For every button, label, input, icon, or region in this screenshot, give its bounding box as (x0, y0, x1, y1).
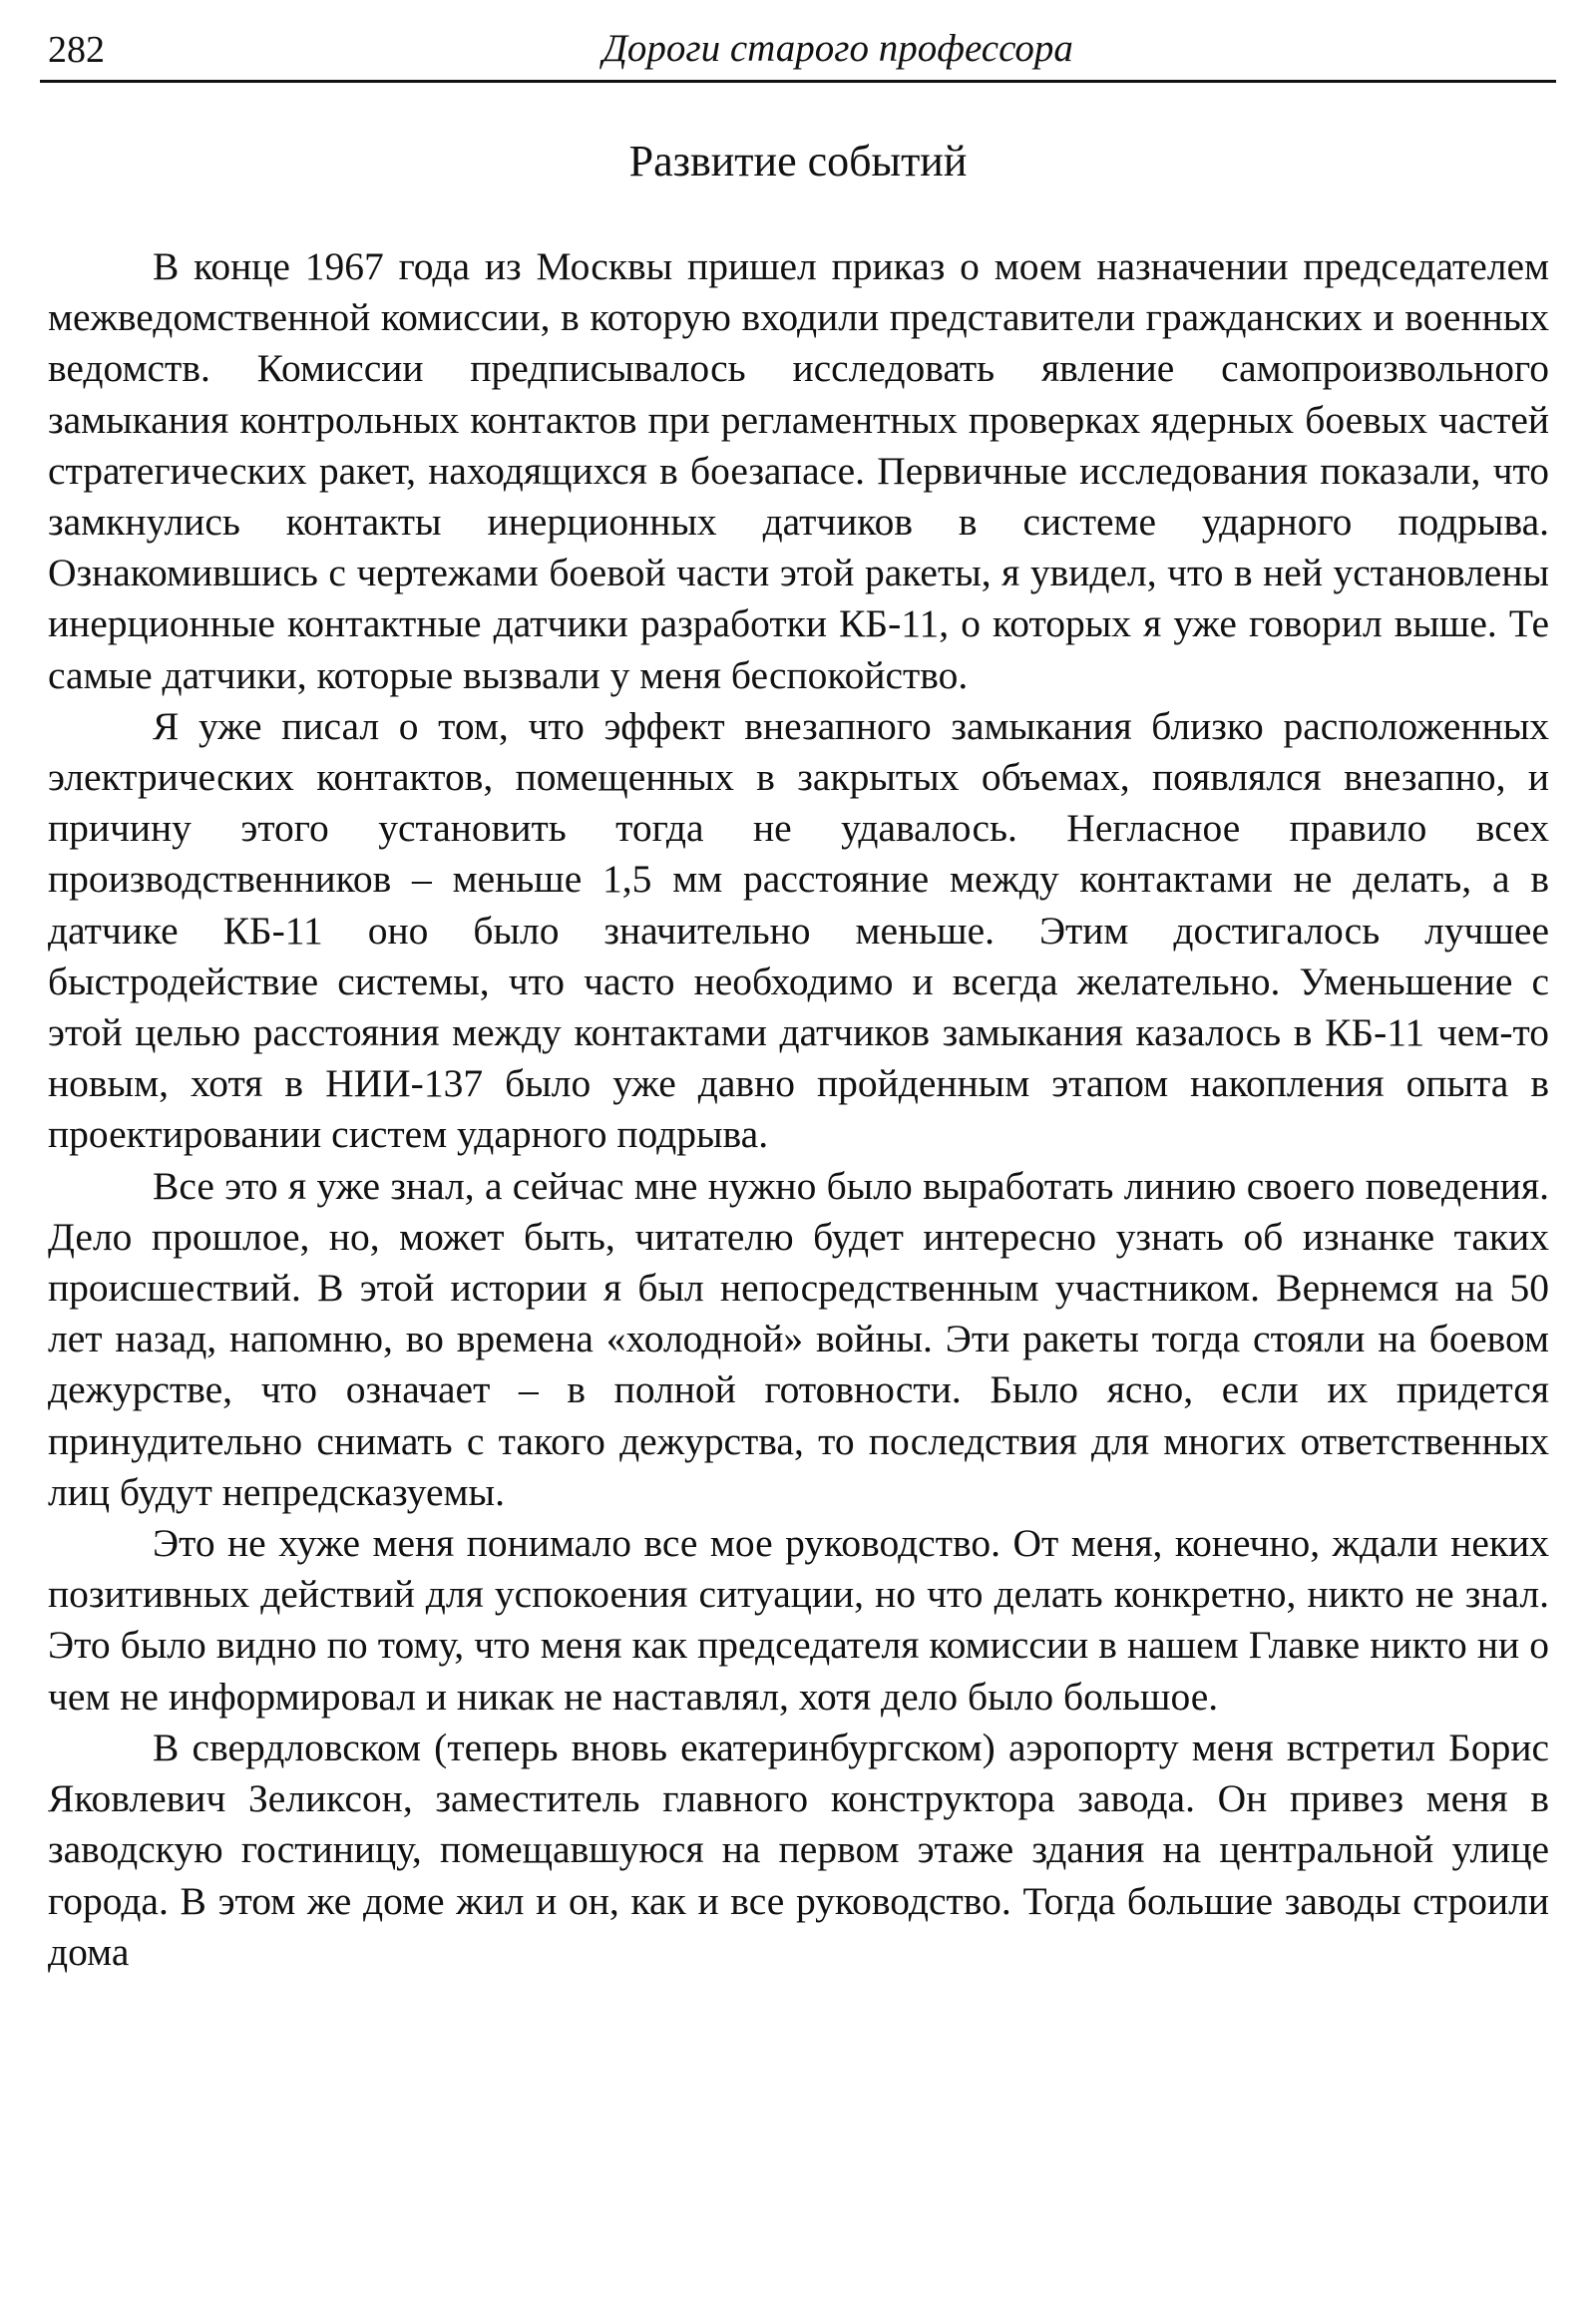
page-number: 282 (48, 29, 105, 71)
paragraph: Все это я уже знал, а сейчас мне нужно было выработать линию своего поведения. Дело прошлое, но, может быть, читателю будет интересно узнать об изнанке таких происшествий. В этой истории я был непосредственным участником. Вернемся на 50 лет назад, напомню, во времена «холодной» войны. Эти ракеты тогда стояли на боевом дежурстве, что означает – в полной готовности. Было ясно, если их придется принудительно снимать с такого дежурства, то последствия для многих ответственных лиц будут непредсказуемы. (48, 1163, 1549, 1514)
paragraph: В свердловском (теперь вновь екатеринбургском) аэропорту меня встретил Борис Яковлевич Зеликсон, заместитель главного конструктора завода. Он привез меня в заводскую гостиницу, помещавшуюся на первом этаже здания на центральной улице города. В этом же доме жил и он, как и все руководство. Тогда большие заводы строили дома (48, 1725, 1549, 1974)
paragraph: Это не хуже меня понимало все мое руководство. От меня, конечно, ждали неких позитивных действий для успокоения ситуации, но что делать конкретно, никто не знал. Это было видно по тому, что меня как председателя комиссии в нашем Главке никто ни о чем не информировал и никак не наставлял, хотя дело было большое. (48, 1521, 1549, 1719)
running-title: Дороги старого профессора (602, 27, 1073, 70)
section-title: Развитие событий (628, 137, 968, 186)
running-head (40, 24, 1556, 82)
paragraph: Я уже писал о том, что эффект внезапного замыкания близко расположенных электрических контактов, помещенных в закрытых объемах, появлялся внезапно, и причину этого установить тогда не удавалось. Негласное правило всех производственников – меньше 1,5 мм расстояние между контактами не делать, а в датчике КБ-11 оно было значительно меньше. Этим достигалось лучшее быстродействие системы, что часто необходимо и всегда желательно. Уменьшение с этой целью расстояния между контактами датчиков замыкания казалось в КБ-11 чем-то новым, хотя в НИИ-137 было уже давно пройденным этапом накопления опыта в проектировании систем ударного подрыва. (48, 703, 1549, 1157)
header-rule (40, 80, 1556, 83)
paragraph: В конце 1967 года из Москвы пришел приказ о моем назначении председателем межведомственной комиссии, в которую входили представители гражданских и военных ведомств. Комиссии предписывалось исследовать явление самопроизвольного замыкания контрольных контактов при регламентных проверках ядерных боевых частей стратегических ракет, находящихся в боезапасе. Первичные исследования показали, что замкнулись контакты инерционных датчиков в системе ударного подрыва. Ознакомившись с чертежами боевой части этой ракеты, я увидел, что в ней установлены инерционные контактные датчики разработки КБ-11, о которых я уже говорил выше. Те самые датчики, которые вызвали у меня беспокойство. (48, 244, 1549, 697)
body-text (48, 241, 1549, 1978)
